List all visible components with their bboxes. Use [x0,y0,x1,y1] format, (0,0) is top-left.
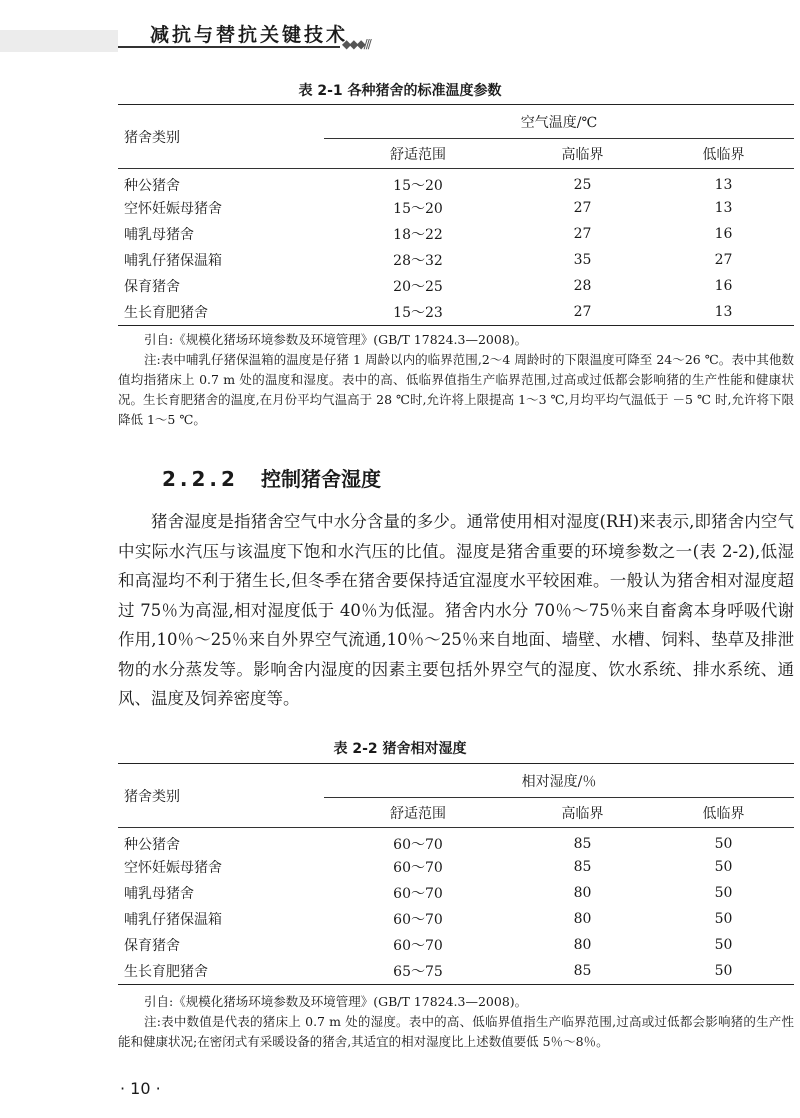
table-2-1-notes [118,330,794,430]
table-row [118,958,794,984]
row-label: 空怀妊娠母猪舍 [124,860,222,876]
table-row [118,247,794,273]
cell: 80 [573,911,592,927]
cell: 60～70 [393,837,443,853]
table-2-1-subheader: 低临界 [702,146,745,163]
cell: 85 [573,836,592,852]
cell: 20～25 [393,279,443,295]
cell: 18～22 [393,227,443,243]
header-decoration: ◆◆◆/// [342,37,370,51]
table-2-1-subheader: 高临界 [561,146,604,163]
table-2-1-group-header: 空气温度/℃ [324,105,794,139]
cell: 85 [573,962,592,979]
cell: 15～20 [393,178,443,194]
cell: 85 [573,859,592,875]
cell: 50 [714,859,733,875]
row-label: 生长育肥猪舍 [124,963,208,980]
cell: 35 [573,252,592,268]
table-2-1 [118,104,794,326]
table-row [118,299,794,325]
cell: 16 [714,226,733,242]
page-number: · 10 · [120,1079,161,1098]
cell: 15～20 [393,201,443,217]
table-2-2-group-header: 相对湿度/％ [324,764,794,798]
row-label: 保育猪舍 [124,279,180,295]
row-label: 种公猪舍 [124,837,180,853]
table-row [118,828,794,855]
table-row [118,221,794,247]
row-label: 哺乳母猪舍 [124,227,194,243]
row-label: 生长育肥猪舍 [124,304,208,321]
table-2-2-notes [118,992,794,1052]
cell: 60～70 [393,886,443,902]
table-row [118,906,794,932]
section-title: 控制猪舍湿度 [260,467,381,491]
cell: 80 [573,937,592,953]
cell: 16 [714,278,733,294]
table-row [118,169,794,196]
cell: 15～23 [393,304,443,321]
row-label: 哺乳母猪舍 [124,886,194,902]
cell: 13 [714,200,733,216]
table-2-1-caption: 表 2-1 各种猪舍的标准温度参数 [298,83,502,99]
table-2-2-note: 注:表中数值是代表的猪床上 0.7 m 处的湿度。表中的高、低临界值指生产临界范围,过高或过低都会影响猪的生产性能和健康状况;在密闭式有采暖设备的猪舍,其适宜的相对湿度比上述数值要低 5％～8％。 [118,1014,794,1049]
cell: 27 [714,252,733,268]
table-row [118,195,794,221]
body-paragraph: 猪舍湿度是指猪舍空气中水分含量的多少。通常使用相对湿度(RH)来表示,即猪舍内空气中实际水汽压与该温度下饱和水汽压的比值。湿度是猪舍重要的环境参数之一(表 2-2),低湿和高湿均不利于猪生长,但冬季在猪舍要保持适宜湿度水平较困难。一般认为猪舍相对湿度超过 75％为高湿,相对湿度低于 40％为低湿。猪舍内水分 70％～75％来自畜禽本身呼吸代谢作用,10％～25％来自外界空气流通,10％～25％来自地面、墙壁、水槽、饲料、垫草及排泄物的水分蒸发等。影响舍内湿度的因素主要包括外界空气的湿度、饮水系统、排水系统、通风、温度及饲养密度等。 [118,512,794,708]
cell: 80 [573,885,592,901]
table-2-2 [118,763,794,985]
table-2-1-category-header: 猪舍类别 [124,129,180,146]
cell: 27 [573,200,592,216]
row-label: 保育猪舍 [124,938,180,954]
cell: 13 [714,303,733,320]
row-label: 种公猪舍 [124,178,180,194]
cell: 27 [573,226,592,242]
row-label: 空怀妊娠母猪舍 [124,201,222,217]
row-label: 哺乳仔猪保温箱 [124,912,222,928]
row-label: 哺乳仔猪保温箱 [124,253,222,269]
table-row [118,932,794,958]
table-2-1-subheader: 舒适范围 [390,146,446,163]
cell: 50 [714,911,733,927]
cell: 60～70 [393,912,443,928]
section-heading [162,463,381,492]
table-2-2-category-header: 猪舍类别 [124,788,180,805]
table-row [118,273,794,299]
table-2-2-caption: 表 2-2 猪舍相对湿度 [333,741,467,757]
cell: 60～70 [393,860,443,876]
table-row [118,854,794,880]
table-2-2-subheader: 高临界 [561,805,604,822]
table-2-1-note: 注:表中哺乳仔猪保温箱的温度是仔猪 1 周龄以内的临界范围,2～4 周龄时的下限温度可降至 24～26 ℃。表中其他数值均指猪床上 0.7 m 处的温度和湿度。表中的高、低临界值指生产临界范围,过高或过低都会影响猪的生产性能和健康状况。生长育肥猪舍的温度,在月份平均气温高于 28 ℃时,允许将上限提高 1～3 ℃,月均平均气温低于 －5 ℃ 时,允许将下限降低 1～5 ℃。 [118,352,794,427]
table-2-2-subheader: 舒适范围 [390,805,446,822]
table-row [118,880,794,906]
header-rule [118,46,340,48]
cell: 28 [573,278,592,294]
running-header-title: 减抗与替抗关键技术 [150,24,349,46]
cell: 13 [714,177,733,193]
cell: 50 [714,962,733,979]
table-2-2-source: 引自:《规模化猪场环境参数及环境管理》(GB/T 17824.3—2008)。 [144,994,528,1009]
cell: 65～75 [393,963,443,980]
cell: 27 [573,303,592,320]
table-2-1-source: 引自:《规模化猪场环境参数及环境管理》(GB/T 17824.3—2008)。 [144,332,528,347]
header-band [0,30,118,52]
cell: 50 [714,885,733,901]
cell: 60～70 [393,938,443,954]
cell: 28～32 [393,253,443,269]
section-number: 2.2.2 [162,467,239,491]
table-2-2-subheader: 低临界 [702,805,745,822]
cell: 50 [714,836,733,852]
cell: 50 [714,937,733,953]
cell: 25 [573,177,592,193]
